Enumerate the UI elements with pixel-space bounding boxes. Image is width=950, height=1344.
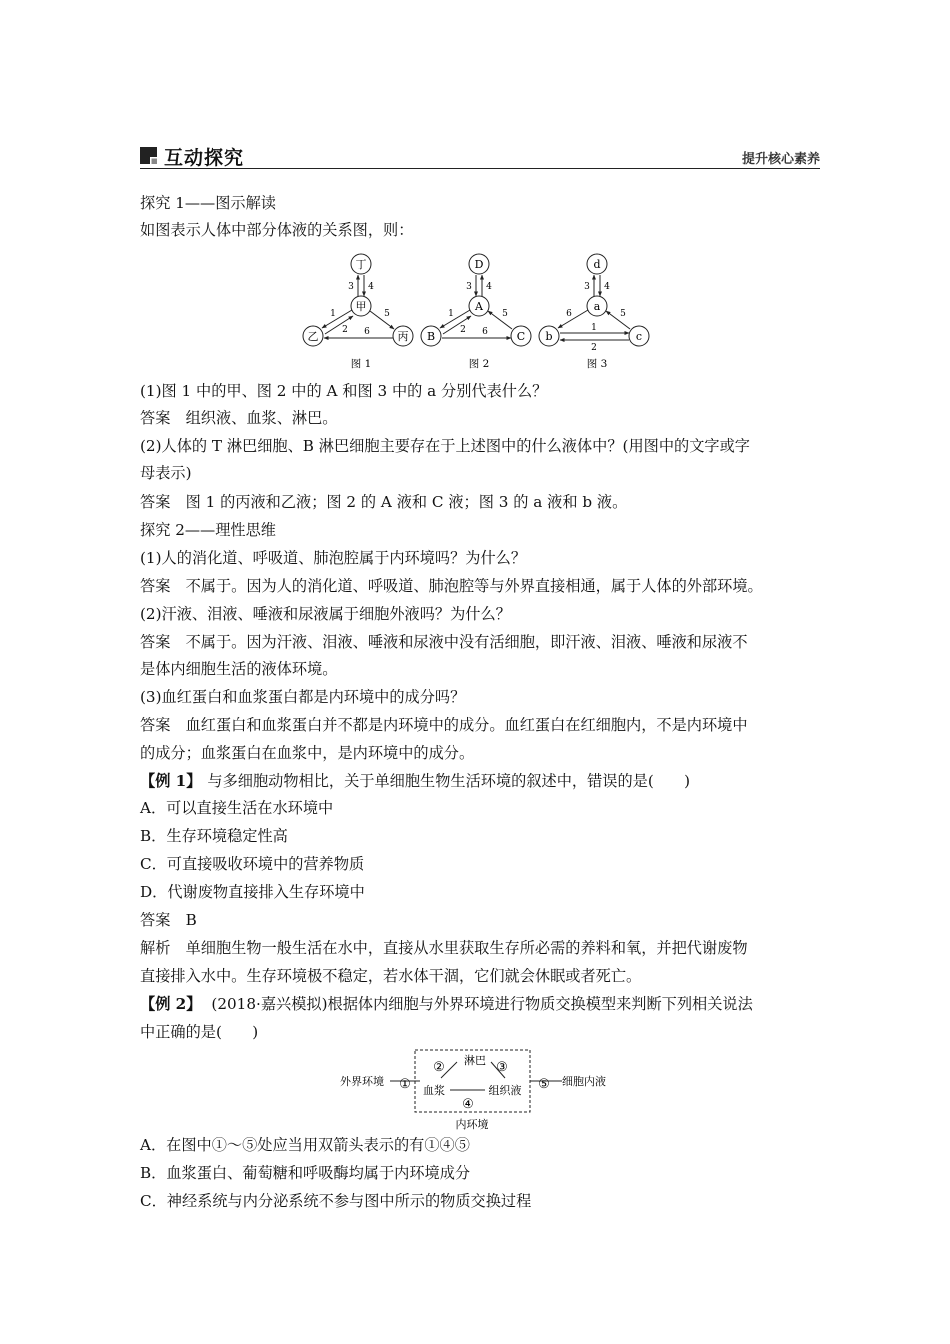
inquiry2-answer-1: 答案 不属于。因为人的消化道、呼吸道、肺泡腔等与外界直接相通，属于人体的外部环境。 xyxy=(140,577,763,595)
example1-option-c: C．可直接吸收环境中的营养物质 xyxy=(140,855,365,873)
example2-option-b: B．血浆蛋白、葡萄糖和呼吸酶均属于内环境成分 xyxy=(140,1164,471,1182)
example1-answer: 答案 B xyxy=(140,911,197,929)
example1-stem: 与多细胞动物相比，关于单细胞生物生活环境的叙述中，错误的是( ) xyxy=(207,772,691,790)
fig2-node-center: A xyxy=(475,300,483,313)
diagram-inner-env: 内环境 xyxy=(455,1118,489,1131)
fig2-node-right: C xyxy=(516,330,526,343)
diagram-circle-3: ③ xyxy=(496,1060,508,1075)
fig2-node-top: D xyxy=(474,258,484,271)
fig3-label-2: 2 xyxy=(591,343,597,353)
diagram-circle-1: ① xyxy=(399,1077,411,1092)
example2-stem: (2018·嘉兴模拟)根据体内细胞与外界环境进行物质交换模型来判断下列相关说法 xyxy=(211,995,753,1013)
fig2-caption: 图 2 xyxy=(468,358,490,370)
inquiry1-question-2: (2)人体的 T 淋巴细胞、B 淋巴细胞主要存在于上述图中的什么液体中？(用图中的文字或字 xyxy=(140,437,750,455)
fig3-node-left: b xyxy=(545,330,553,343)
fig2-node-left: B xyxy=(426,330,436,343)
example1-analysis-cont: 直接排入水中。生存环境极不稳定，若水体干涸，它们就会休眠或者死亡。 xyxy=(140,967,642,985)
section-header xyxy=(140,144,820,170)
fig1-label-5: 5 xyxy=(384,309,390,319)
inquiry2-answer-2-cont: 是体内细胞生活的液体环境。 xyxy=(140,660,338,678)
example1-option-a: A．可以直接生活在水环境中 xyxy=(140,799,334,817)
fig1-node-top: 丁 xyxy=(355,258,367,271)
fig1-label-6: 6 xyxy=(364,327,370,337)
diagram-circle-2: ② xyxy=(433,1060,445,1075)
header-rule xyxy=(140,168,820,169)
example1-tag: 【例 1】 xyxy=(140,772,202,790)
diagram-tissue-fluid: 组织液 xyxy=(488,1084,522,1097)
inquiry2-answer-3: 答案 血红蛋白和血浆蛋白并不都是内环境中的成分。血红蛋白在红细胞内，不是内环境中 xyxy=(140,716,748,734)
fig1-node-center: 甲 xyxy=(355,300,367,313)
fig1-label-4: 4 xyxy=(368,282,374,292)
fig3-label-1: 1 xyxy=(591,323,597,333)
section-subtitle: 提升核心素养 xyxy=(741,152,820,167)
fig1-label-1: 1 xyxy=(330,309,336,319)
inquiry1-question-2-cont: 母表示) xyxy=(140,464,192,482)
example2-stem-cont: 中正确的是( ) xyxy=(140,1023,259,1041)
exchange-model-diagram xyxy=(330,1046,630,1132)
inquiry2-answer-3-cont: 的成分；血浆蛋白在血浆中，是内环境中的成分。 xyxy=(140,744,475,762)
example2-stem-line xyxy=(140,994,830,1014)
fig3-label-5: 5 xyxy=(620,309,626,319)
example2-option-a: A．在图中①～⑤处应当用双箭头表示的有①④⑤ xyxy=(140,1136,470,1154)
fig1-label-3: 3 xyxy=(348,282,354,292)
inquiry2-question-2: (2)汗液、泪液、唾液和尿液属于细胞外液吗？为什么？ xyxy=(140,605,511,623)
fig3-label-3: 3 xyxy=(584,282,590,292)
diagram-outer-env: 外界环境 xyxy=(340,1075,384,1088)
diagram-lymph: 淋巴 xyxy=(464,1054,486,1067)
inquiry2-question-1: (1)人的消化道、呼吸道、肺泡腔属于内环境吗？为什么？ xyxy=(140,549,527,567)
fig2-label-4: 4 xyxy=(486,282,492,292)
fig2-label-2: 2 xyxy=(460,325,466,335)
section-square-icon xyxy=(140,147,157,164)
fig2-label-1: 1 xyxy=(448,309,454,319)
diagram-circle-4: ④ xyxy=(462,1097,474,1112)
inquiry2-answer-2: 答案 不属于。因为汗液、泪液、唾液和尿液中没有活细胞，即汗液、泪液、唾液和尿液不 xyxy=(140,633,748,651)
diagram-plasma: 血浆 xyxy=(423,1084,445,1097)
fig3-node-center: a xyxy=(593,300,601,313)
example1-option-b: B．生存环境稳定性高 xyxy=(140,827,288,845)
inquiry2-question-3: (3)血红蛋白和血浆蛋白都是内环境中的成分吗？ xyxy=(140,688,466,706)
fig3-label-4: 4 xyxy=(604,282,610,292)
fig2-label-5: 5 xyxy=(502,309,508,319)
fig1-node-right: 丙 xyxy=(397,330,409,343)
body-fluid-figures xyxy=(295,250,665,375)
diagram-cell-fluid: 细胞内液 xyxy=(562,1075,606,1088)
example2-option-c: C．神经系统与内分泌系统不参与图中所示的物质交换过程 xyxy=(140,1192,532,1210)
figure-1 xyxy=(303,254,413,370)
fig3-caption: 图 3 xyxy=(586,358,608,370)
fig3-node-top: d xyxy=(593,258,601,271)
example1-analysis: 解析 单细胞生物一般生活在水中，直接从水里获取生存所必需的养料和氧，并把代谢废物 xyxy=(140,939,748,957)
figure-3 xyxy=(539,254,649,370)
figure-2 xyxy=(421,254,531,370)
inquiry1-answer-2: 答案 图 1 的丙液和乙液；图 2 的 A 液和 C 液；图 3 的 a 液和 b 液。 xyxy=(140,493,628,511)
inquiry2-heading: 探究 2——理性思维 xyxy=(140,521,276,539)
example1-stem-line xyxy=(140,771,830,791)
fig1-node-left: 乙 xyxy=(307,330,319,343)
example2-tag: 【例 2】 xyxy=(140,995,202,1013)
fig2-label-3: 3 xyxy=(466,282,472,292)
inquiry1-heading: 探究 1——图示解读 xyxy=(140,194,276,212)
inquiry1-answer-1: 答案 组织液、血浆、淋巴。 xyxy=(140,409,338,427)
fig1-caption: 图 1 xyxy=(350,358,372,370)
inquiry1-question-1: (1)图 1 中的甲、图 2 中的 A 和图 3 中的 a 分别代表什么？ xyxy=(140,382,548,400)
fig3-node-right: c xyxy=(635,330,643,343)
section-title: 互动探究 xyxy=(164,147,245,169)
fig1-label-2: 2 xyxy=(342,325,348,335)
example1-option-d: D．代谢废物直接排入生存环境中 xyxy=(140,883,365,901)
inquiry1-intro: 如图表示人体中部分体液的关系图，则： xyxy=(140,221,414,239)
fig2-label-6: 6 xyxy=(482,327,488,337)
fig3-label-6: 6 xyxy=(566,309,572,319)
diagram-circle-5: ⑤ xyxy=(538,1077,550,1092)
